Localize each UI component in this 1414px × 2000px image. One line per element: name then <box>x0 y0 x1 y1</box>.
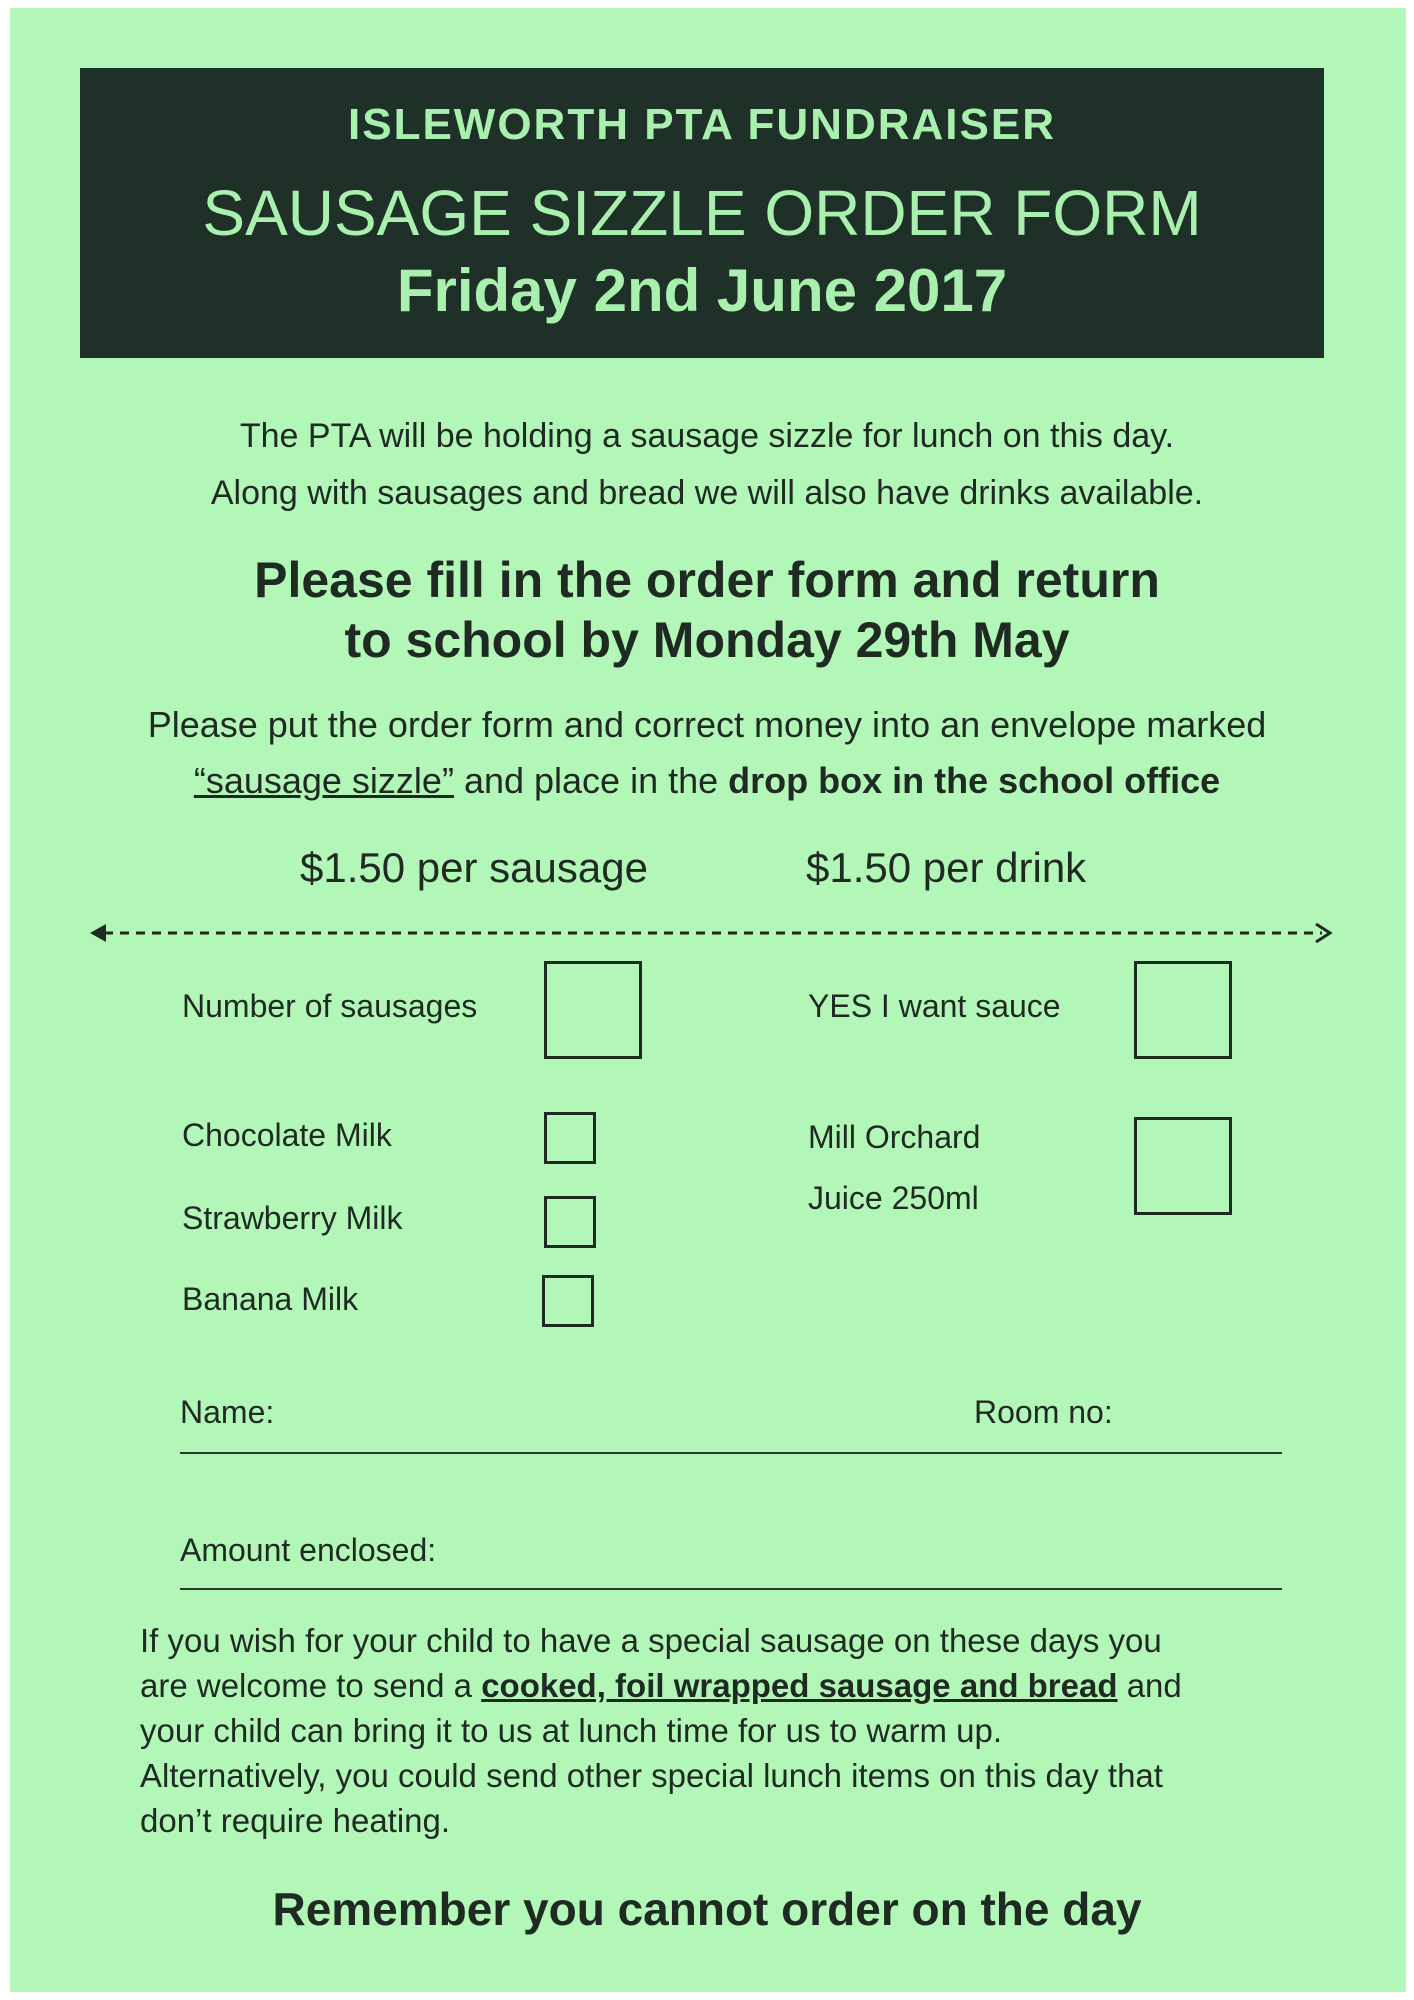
chocolate-milk-box[interactable] <box>544 1112 596 1164</box>
banana-milk-label: Banana Milk <box>182 1281 359 1317</box>
strawberry-milk-box[interactable] <box>544 1196 596 1248</box>
banner-form-title: SAUSAGE SIZZLE ORDER FORM <box>202 177 1202 249</box>
banner-event-date: Friday 2nd June 2017 <box>396 257 1008 324</box>
cut-line-arrow-icon <box>90 918 1336 948</box>
sauce-label: YES I want sauce <box>808 988 1061 1024</box>
juice-label-line-2: Juice 250ml <box>808 1180 979 1216</box>
chocolate-milk-label: Chocolate Milk <box>182 1117 392 1153</box>
header-banner <box>80 68 1324 358</box>
drop-box-location: drop box in the school office <box>728 760 1221 801</box>
name-room-write-line[interactable] <box>180 1452 1282 1454</box>
drink-price: $1.50 per drink <box>806 844 1087 891</box>
sausages-label: Number of sausages <box>182 988 478 1024</box>
special-line-3: your child can bring it to us at lunch time for us to warm up. <box>140 1712 1003 1749</box>
intro-line-2: Along with sausages and bread we will also have drinks available. <box>210 474 1204 512</box>
intro-line-1: The PTA will be holding a sausage sizzle for lunch on this day. <box>239 417 1175 455</box>
amount-label: Amount enclosed: <box>180 1532 437 1568</box>
room-label: Room no: <box>974 1394 1113 1430</box>
instructions-line-2 <box>0 753 1414 809</box>
instructions-middle: and place in the <box>453 760 729 801</box>
banana-milk-box[interactable] <box>542 1275 594 1327</box>
special-line-5: don’t require heating. <box>140 1802 451 1839</box>
return-deadline-heading <box>0 550 1414 670</box>
cooked-sausage-emphasis: cooked, foil wrapped sausage and bread <box>481 1667 1118 1704</box>
juice-label-line-1: Mill Orchard <box>808 1119 981 1155</box>
strawberry-milk-label: Strawberry Milk <box>182 1200 403 1236</box>
banner-organisation: ISLEWORTH PTA FUNDRAISER <box>348 100 1056 149</box>
sausage-quantity-box[interactable] <box>544 961 642 1059</box>
headline-line-2: to school by Monday 29th May <box>344 612 1070 668</box>
instructions-line-1: Please put the order form and correct money into an envelope marked <box>147 704 1267 745</box>
juice-quantity-box[interactable] <box>1134 1117 1232 1215</box>
special-sausage-note <box>140 1618 1182 1843</box>
sauce-checkbox[interactable] <box>1134 961 1232 1059</box>
headline-line-1: Please fill in the order form and return <box>254 552 1160 608</box>
name-label: Name: <box>180 1394 275 1430</box>
envelope-instructions <box>0 697 1414 809</box>
special-line-2-start: are welcome to send a <box>140 1667 482 1704</box>
no-same-day-orders-notice: Remember you cannot order on the day <box>272 1883 1142 1935</box>
sausage-price: $1.50 per sausage <box>300 844 648 891</box>
special-line-1: If you wish for your child to have a special sausage on these days you <box>140 1622 1162 1659</box>
special-line-2-end: and <box>1117 1667 1182 1704</box>
envelope-marking: “sausage sizzle” <box>193 760 454 801</box>
intro-text <box>0 408 1414 522</box>
amount-write-line[interactable] <box>180 1588 1282 1590</box>
special-line-2 <box>140 1663 1182 1708</box>
special-line-4: Alternatively, you could send other special lunch items on this day that <box>140 1757 1163 1794</box>
